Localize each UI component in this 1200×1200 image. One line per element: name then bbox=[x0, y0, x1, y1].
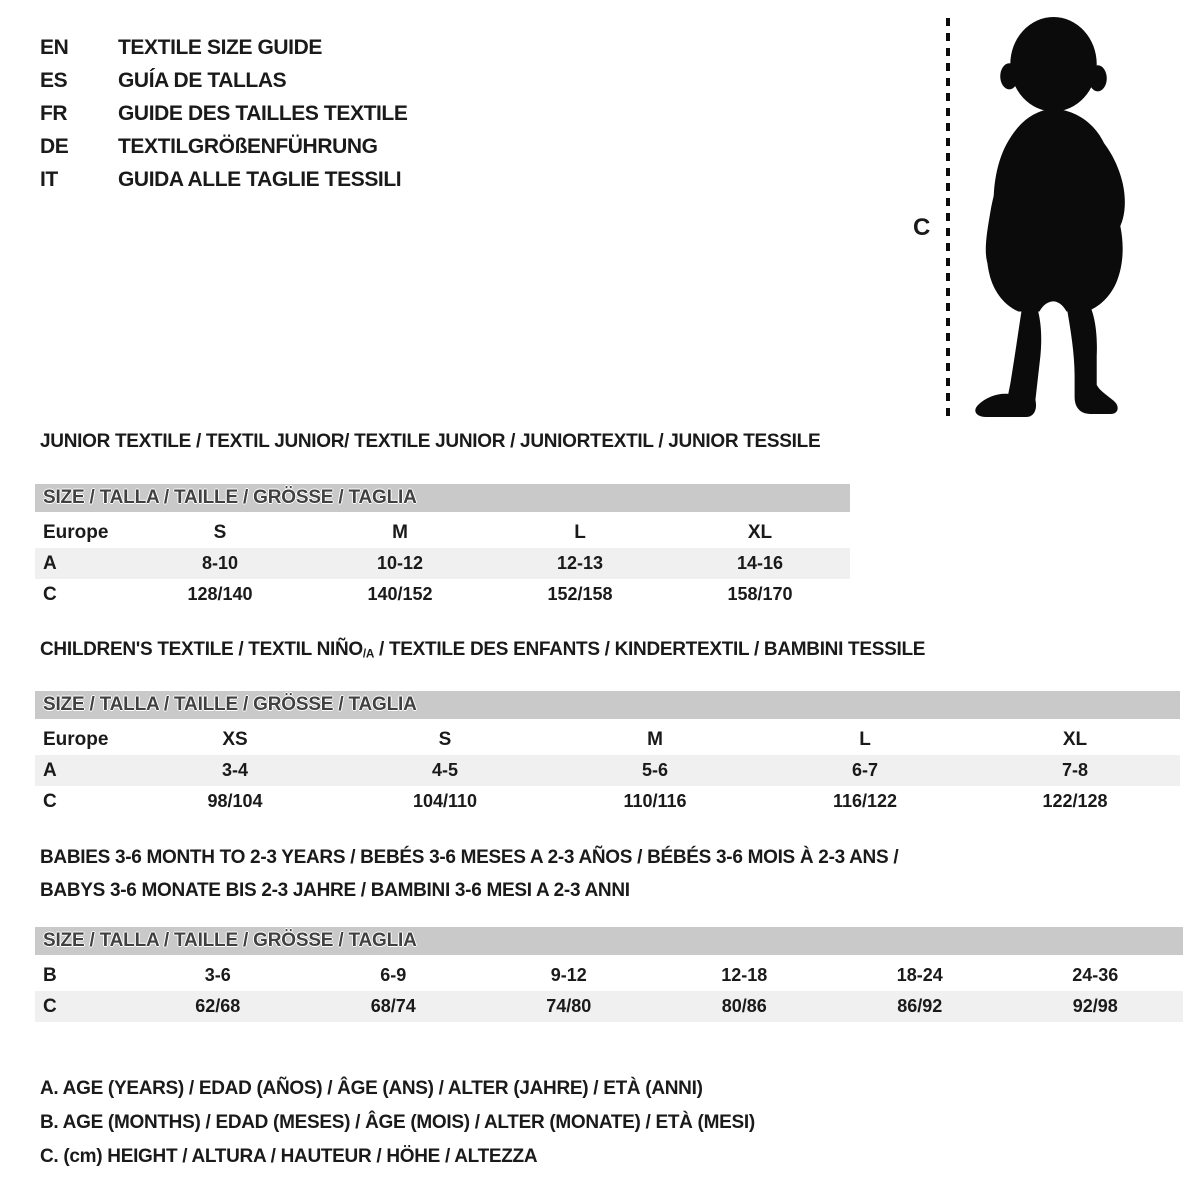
section-title-text: CHILDREN'S TEXTILE / TEXTIL NIÑO bbox=[40, 639, 363, 660]
size-cell: 62/68 bbox=[195, 996, 241, 1016]
size-cell: 116/122 bbox=[832, 791, 898, 811]
size-cell: 3-4 bbox=[221, 760, 248, 780]
size-cell: 128/140 bbox=[187, 584, 253, 604]
section-title-junior bbox=[40, 425, 820, 463]
size-cell: 98/104 bbox=[207, 791, 263, 811]
size-cell: M bbox=[647, 729, 663, 750]
lang-code: EN bbox=[40, 35, 69, 59]
row-label: A bbox=[43, 553, 57, 574]
table-row bbox=[35, 786, 1180, 817]
size-band: SIZE / TALLA / TAILLE / GRÖSSE / TAGLIA bbox=[35, 484, 850, 512]
size-cell: 24-36 bbox=[1072, 965, 1119, 985]
size-table-babies bbox=[35, 927, 1183, 1022]
size-cell: M bbox=[392, 522, 408, 543]
size-cell: 18-24 bbox=[896, 965, 943, 985]
lang-row-es bbox=[40, 64, 407, 97]
lang-title: GUÍA DE TALLAS bbox=[118, 68, 287, 92]
row-label: C bbox=[43, 996, 57, 1017]
legend bbox=[40, 1072, 755, 1174]
size-cell: XS bbox=[222, 729, 248, 750]
size-cell: 10-12 bbox=[376, 553, 424, 573]
lang-code: IT bbox=[40, 167, 58, 191]
row-label: Europe bbox=[43, 522, 109, 543]
size-cell: 6-7 bbox=[851, 760, 878, 780]
lang-row-it bbox=[40, 163, 407, 196]
size-cell: 152/158 bbox=[547, 584, 613, 604]
lang-title: GUIDA ALLE TAGLIE TESSILI bbox=[118, 167, 402, 191]
size-cell: 12-18 bbox=[721, 965, 768, 985]
section-title-babies bbox=[40, 841, 898, 907]
size-cell: S bbox=[438, 729, 452, 750]
section-title-text: BABIES 3-6 MONTH TO 2-3 YEARS / BEBÉS 3-6 MESES A 2-3 AÑOS / BÉBÉS 3-6 MOIS À 2-3 ANS / bbox=[40, 847, 899, 868]
section-title-text: JUNIOR TEXTILE / TEXTIL JUNIOR/ TEXTILE JUNIOR / JUNIORTEXTIL / JUNIOR TESSILE bbox=[40, 431, 821, 452]
size-cell: 14-16 bbox=[736, 553, 784, 573]
legend-line-b: B. AGE (MONTHS) / EDAD (MESES) / ÂGE (MOIS) / ALTER (MONATE) / ETÀ (MESI) bbox=[40, 1112, 755, 1133]
size-cell: 9-12 bbox=[550, 965, 587, 985]
size-cell: 110/116 bbox=[623, 791, 687, 811]
language-header bbox=[40, 31, 407, 196]
size-cell: XL bbox=[747, 522, 773, 543]
section-title-cont: / TEXTILE DES ENFANTS / KINDERTEXTIL / BAMBINI TESSILE bbox=[374, 639, 926, 660]
table-row bbox=[35, 724, 1180, 755]
table-row bbox=[35, 548, 850, 579]
size-table-rows bbox=[35, 724, 1180, 817]
size-cell: 104/110 bbox=[412, 791, 478, 811]
size-cell: 7-8 bbox=[1061, 760, 1088, 780]
table-row bbox=[35, 755, 1180, 786]
size-cell: 74/80 bbox=[546, 996, 592, 1016]
size-cell: 140/152 bbox=[367, 584, 433, 604]
size-cell: 122/128 bbox=[1042, 791, 1108, 811]
row-label: C bbox=[43, 791, 57, 812]
size-cell: 3-6 bbox=[204, 965, 231, 985]
size-cell: S bbox=[213, 522, 227, 543]
lang-title: TEXTILGRÖßENFÜHRUNG bbox=[118, 134, 378, 158]
size-cell: 6-9 bbox=[380, 965, 407, 985]
size-cell: 86/92 bbox=[897, 996, 943, 1016]
lang-code: FR bbox=[40, 101, 68, 125]
size-cell: 158/170 bbox=[727, 584, 793, 604]
size-table-rows bbox=[35, 517, 850, 610]
table-row bbox=[35, 991, 1183, 1022]
lang-code: ES bbox=[40, 68, 68, 92]
row-label: C bbox=[43, 584, 57, 605]
size-cell: XL bbox=[1062, 729, 1088, 750]
size-cell: 92/98 bbox=[1072, 996, 1118, 1016]
toddler-silhouette-icon bbox=[963, 14, 1143, 421]
lang-title: TEXTILE SIZE GUIDE bbox=[118, 35, 322, 59]
table-row bbox=[35, 960, 1183, 991]
size-cell: 80/86 bbox=[721, 996, 767, 1016]
size-cell: L bbox=[574, 522, 586, 543]
height-measure-line bbox=[944, 18, 952, 420]
section-title-sub: /A bbox=[362, 647, 375, 661]
row-label: Europe bbox=[43, 729, 109, 750]
legend-line-a: A. AGE (YEARS) / EDAD (AÑOS) / ÂGE (ANS) / ALTER (JAHRE) / ETÀ (ANNI) bbox=[40, 1078, 703, 1099]
size-cell: 12-13 bbox=[556, 553, 604, 573]
height-measure-label: C bbox=[913, 214, 931, 241]
size-band: SIZE / TALLA / TAILLE / GRÖSSE / TAGLIA bbox=[35, 691, 1180, 719]
lang-row-de bbox=[40, 130, 407, 163]
size-cell: 68/74 bbox=[370, 996, 416, 1016]
lang-title: GUIDE DES TAILLES TEXTILE bbox=[118, 101, 408, 125]
size-cell: 8-10 bbox=[201, 553, 239, 573]
table-row bbox=[35, 579, 850, 610]
lang-row-en bbox=[40, 31, 407, 64]
size-cell: L bbox=[859, 729, 871, 750]
lang-row-fr bbox=[40, 97, 407, 130]
size-table-junior bbox=[35, 484, 850, 610]
size-table-rows bbox=[35, 960, 1183, 1022]
legend-line-c: C. (cm) HEIGHT / ALTURA / HAUTEUR / HÖHE / ALTEZZA bbox=[40, 1146, 538, 1167]
row-label: B bbox=[43, 965, 57, 986]
size-band: SIZE / TALLA / TAILLE / GRÖSSE / TAGLIA bbox=[35, 927, 1183, 955]
section-title-children bbox=[40, 633, 925, 671]
size-cell: 4-5 bbox=[431, 760, 458, 780]
size-cell: 5-6 bbox=[641, 760, 668, 780]
lang-code: DE bbox=[40, 134, 69, 158]
section-title-text-line2: BABYS 3-6 MONATE BIS 2-3 JAHRE / BAMBINI 3-6 MESI A 2-3 ANNI bbox=[40, 880, 630, 901]
table-row bbox=[35, 517, 850, 548]
size-table-children bbox=[35, 691, 1180, 817]
row-label: A bbox=[43, 760, 57, 781]
